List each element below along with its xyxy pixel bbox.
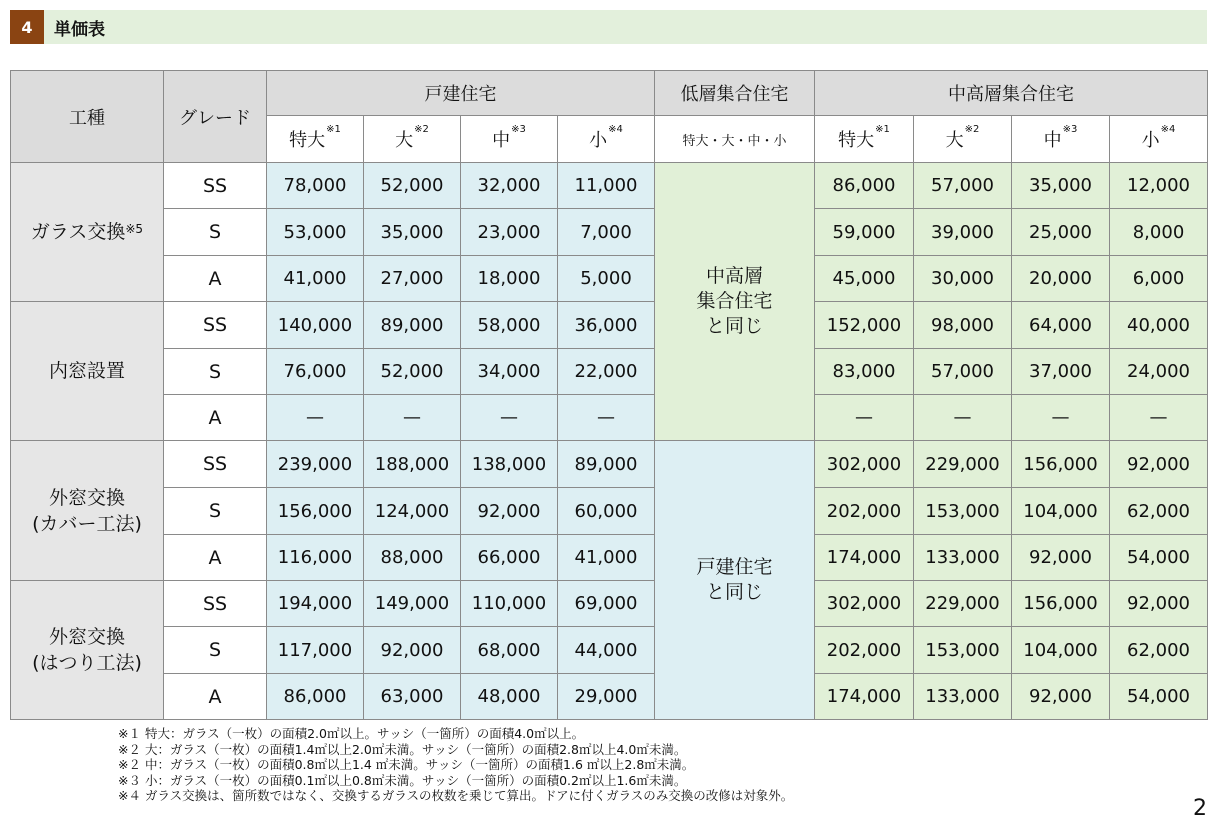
size-header: [364, 116, 461, 163]
chukousou-price: 133,000: [914, 674, 1012, 720]
size-mark: ※2: [414, 124, 429, 135]
kodate-price: 63,000: [364, 674, 461, 720]
chukousou-price: 57,000: [914, 349, 1012, 395]
header-grade: グレード: [164, 71, 267, 163]
chukousou-price: 152,000: [815, 302, 914, 349]
chukousou-price: 62,000: [1110, 627, 1208, 674]
kodate-price: 76,000: [267, 349, 364, 395]
teisou-note-kodate: [655, 441, 815, 720]
header-teisou: 低層集合住宅: [655, 71, 815, 116]
header-chukousou: 中高層集合住宅: [815, 71, 1208, 116]
table-row: [11, 163, 1208, 209]
chukousou-price: 153,000: [914, 627, 1012, 674]
category-label: ガラス交換: [30, 221, 126, 243]
chukousou-price: 229,000: [914, 441, 1012, 488]
kodate-price: 116,000: [267, 535, 364, 581]
grade-cell: SS: [164, 441, 267, 488]
chukousou-price: 20,000: [1012, 256, 1110, 302]
kodate-price: 7,000: [558, 209, 655, 256]
page-number: 2: [1193, 796, 1207, 821]
kodate-price: 27,000: [364, 256, 461, 302]
chukousou-price: 92,000: [1110, 441, 1208, 488]
size-label: 特大: [838, 130, 875, 151]
chukousou-price: 104,000: [1012, 488, 1110, 535]
kodate-price: 239,000: [267, 441, 364, 488]
chukousou-price: 24,000: [1110, 349, 1208, 395]
size-header: [267, 116, 364, 163]
kodate-price: 92,000: [364, 627, 461, 674]
chukousou-price: —: [1110, 395, 1208, 441]
kodate-price: 92,000: [461, 488, 558, 535]
section-header: [10, 10, 1207, 44]
kodate-price: —: [461, 395, 558, 441]
kodate-price: 89,000: [558, 441, 655, 488]
table-row: [11, 441, 1208, 488]
size-header: [461, 116, 558, 163]
kodate-price: 124,000: [364, 488, 461, 535]
kodate-price: —: [558, 395, 655, 441]
size-mark: ※2: [964, 124, 980, 135]
unit-price-table: [10, 70, 1208, 720]
table-row: [11, 627, 1208, 674]
chukousou-price: 174,000: [815, 674, 914, 720]
kodate-price: —: [267, 395, 364, 441]
kodate-price: 23,000: [461, 209, 558, 256]
kodate-price: 41,000: [267, 256, 364, 302]
chukousou-price: 59,000: [815, 209, 914, 256]
kodate-price: 22,000: [558, 349, 655, 395]
kodate-price: 89,000: [364, 302, 461, 349]
chukousou-price: 62,000: [1110, 488, 1208, 535]
chukousou-price: 156,000: [1012, 441, 1110, 488]
kodate-price: —: [364, 395, 461, 441]
kodate-price: 35,000: [364, 209, 461, 256]
chukousou-price: 153,000: [914, 488, 1012, 535]
kodate-price: 18,000: [461, 256, 558, 302]
table-row: [11, 535, 1208, 581]
chukousou-price: 39,000: [914, 209, 1012, 256]
size-header: [815, 116, 914, 163]
section-title: 単価表: [54, 19, 105, 40]
grade-cell: S: [164, 627, 267, 674]
footnote-line: ※１ 特大：ガラス（一枚）の面積2.0㎡以上。サッシ（一箇所）の面積4.0㎡以上。: [118, 726, 585, 741]
teisou-note-line: と同じ: [705, 581, 763, 603]
size-mark: ※4: [608, 124, 623, 135]
grade-cell: S: [164, 488, 267, 535]
footnote-line: ※４ ガラス交換は、箇所数ではなく、交換するガラスの枚数を乗じて算出。ドアに付くガラスのみ交換の改修は対象外。: [118, 788, 794, 803]
grade-cell: A: [164, 256, 267, 302]
kodate-price: 52,000: [364, 349, 461, 395]
table-row: [11, 488, 1208, 535]
table-row: [11, 256, 1208, 302]
kodate-price: 5,000: [558, 256, 655, 302]
size-header: [1012, 116, 1110, 163]
chukousou-price: 57,000: [914, 163, 1012, 209]
kodate-price: 32,000: [461, 163, 558, 209]
kodate-price: 48,000: [461, 674, 558, 720]
kodate-price: 29,000: [558, 674, 655, 720]
table-row: [11, 674, 1208, 720]
category-line2: (カバー工法): [32, 512, 142, 535]
chukousou-price: 30,000: [914, 256, 1012, 302]
kodate-price: 58,000: [461, 302, 558, 349]
footnote-line: ※３ 小：ガラス（一枚）の面積0.1㎡以上0.8㎡未満。サッシ（一箇所）の面積0.2㎡以上1.6㎡未満。: [118, 772, 687, 788]
size-label: 中: [1043, 130, 1062, 151]
kodate-price: 44,000: [558, 627, 655, 674]
grade-cell: SS: [164, 163, 267, 209]
chukousou-price: 8,000: [1110, 209, 1208, 256]
kodate-price: 88,000: [364, 535, 461, 581]
table-row: [11, 395, 1208, 441]
kodate-price: 52,000: [364, 163, 461, 209]
chukousou-price: 104,000: [1012, 627, 1110, 674]
category-line1: 外窓交換: [48, 626, 125, 648]
kodate-price: 117,000: [267, 627, 364, 674]
kodate-price: 78,000: [267, 163, 364, 209]
chukousou-price: 86,000: [815, 163, 914, 209]
category-cell: [11, 581, 164, 720]
table-row: [11, 349, 1208, 395]
chukousou-price: 202,000: [815, 627, 914, 674]
category-label: 内窓設置: [48, 360, 125, 382]
size-header: [1110, 116, 1208, 163]
kodate-price: 60,000: [558, 488, 655, 535]
grade-cell: S: [164, 209, 267, 256]
chukousou-price: 92,000: [1012, 535, 1110, 581]
chukousou-price: 54,000: [1110, 535, 1208, 581]
category-cell: [11, 441, 164, 581]
chukousou-price: 40,000: [1110, 302, 1208, 349]
chukousou-price: 45,000: [815, 256, 914, 302]
footnote-line: ※２ 大：ガラス（一枚）の面積1.4㎡以上2.0㎡未満。サッシ（一箇所）の面積2.8㎡以上4.0㎡未満。: [118, 741, 687, 757]
size-mark: ※1: [326, 124, 341, 135]
chukousou-price: —: [1012, 395, 1110, 441]
chukousou-price: 25,000: [1012, 209, 1110, 256]
chukousou-price: 12,000: [1110, 163, 1208, 209]
category-cell: [11, 163, 164, 302]
table-row: [11, 302, 1208, 349]
chukousou-price: 302,000: [815, 581, 914, 627]
chukousou-price: 64,000: [1012, 302, 1110, 349]
kodate-price: 194,000: [267, 581, 364, 627]
chukousou-price: 202,000: [815, 488, 914, 535]
category-line2: (はつり工法): [32, 652, 142, 674]
kodate-price: 140,000: [267, 302, 364, 349]
teisou-size-header: 特大・大・中・小: [655, 116, 815, 163]
size-mark: ※3: [511, 124, 526, 135]
grade-cell: A: [164, 395, 267, 441]
size-header: [914, 116, 1012, 163]
grade-cell: SS: [164, 302, 267, 349]
size-mark: ※4: [1160, 124, 1176, 135]
chukousou-price: 83,000: [815, 349, 914, 395]
kodate-price: 66,000: [461, 535, 558, 581]
teisou-note-line: 中高層: [705, 265, 763, 287]
kodate-price: 156,000: [267, 488, 364, 535]
grade-cell: A: [164, 674, 267, 720]
kodate-price: 188,000: [364, 441, 461, 488]
grade-cell: A: [164, 535, 267, 581]
header-kodate: 戸建住宅: [267, 71, 655, 116]
grade-cell: SS: [164, 581, 267, 627]
kodate-price: 36,000: [558, 302, 655, 349]
section-number: 4: [10, 10, 44, 44]
kodate-price: 68,000: [461, 627, 558, 674]
chukousou-price: 156,000: [1012, 581, 1110, 627]
kodate-price: 138,000: [461, 441, 558, 488]
category-mark: ※5: [125, 222, 144, 236]
chukousou-price: 54,000: [1110, 674, 1208, 720]
size-label: 特大: [289, 130, 326, 151]
kodate-price: 149,000: [364, 581, 461, 627]
size-mark: ※1: [875, 124, 890, 135]
kodate-price: 86,000: [267, 674, 364, 720]
size-label: 大: [395, 130, 414, 151]
kodate-price: 69,000: [558, 581, 655, 627]
chukousou-price: 37,000: [1012, 349, 1110, 395]
header-kouji: 工種: [11, 71, 164, 163]
chukousou-price: 133,000: [914, 535, 1012, 581]
chukousou-price: —: [815, 395, 914, 441]
chukousou-price: 98,000: [914, 302, 1012, 349]
table-row: [11, 209, 1208, 256]
footnote-line: ※２ 中：ガラス（一枚）の面積0.8㎡以上1.4 ㎡未満。サッシ（一箇所）の面積1.6 ㎡以上2.8㎡未満。: [118, 757, 695, 772]
size-label: 小: [589, 130, 608, 151]
teisou-note-line: 集合住宅: [696, 290, 773, 312]
category-line1: 外窓交換: [48, 486, 125, 509]
table-row: [11, 581, 1208, 627]
chukousou-price: 229,000: [914, 581, 1012, 627]
size-header: [558, 116, 655, 163]
category-cell: [11, 302, 164, 441]
kodate-price: 53,000: [267, 209, 364, 256]
teisou-note-line: と同じ: [705, 315, 763, 337]
kodate-price: 34,000: [461, 349, 558, 395]
footnotes: [118, 726, 793, 804]
chukousou-price: 92,000: [1110, 581, 1208, 627]
chukousou-price: 6,000: [1110, 256, 1208, 302]
kodate-price: 41,000: [558, 535, 655, 581]
grade-cell: S: [164, 349, 267, 395]
teisou-note-chukousou: [655, 163, 815, 441]
chukousou-price: —: [914, 395, 1012, 441]
chukousou-price: 35,000: [1012, 163, 1110, 209]
size-label: 大: [945, 130, 964, 151]
kodate-price: 110,000: [461, 581, 558, 627]
chukousou-price: 174,000: [815, 535, 914, 581]
size-label: 小: [1141, 130, 1160, 151]
chukousou-price: 302,000: [815, 441, 914, 488]
chukousou-price: 92,000: [1012, 674, 1110, 720]
size-mark: ※3: [1062, 124, 1078, 135]
size-label: 中: [492, 130, 511, 151]
kodate-price: 11,000: [558, 163, 655, 209]
teisou-note-line: 戸建住宅: [696, 556, 773, 578]
